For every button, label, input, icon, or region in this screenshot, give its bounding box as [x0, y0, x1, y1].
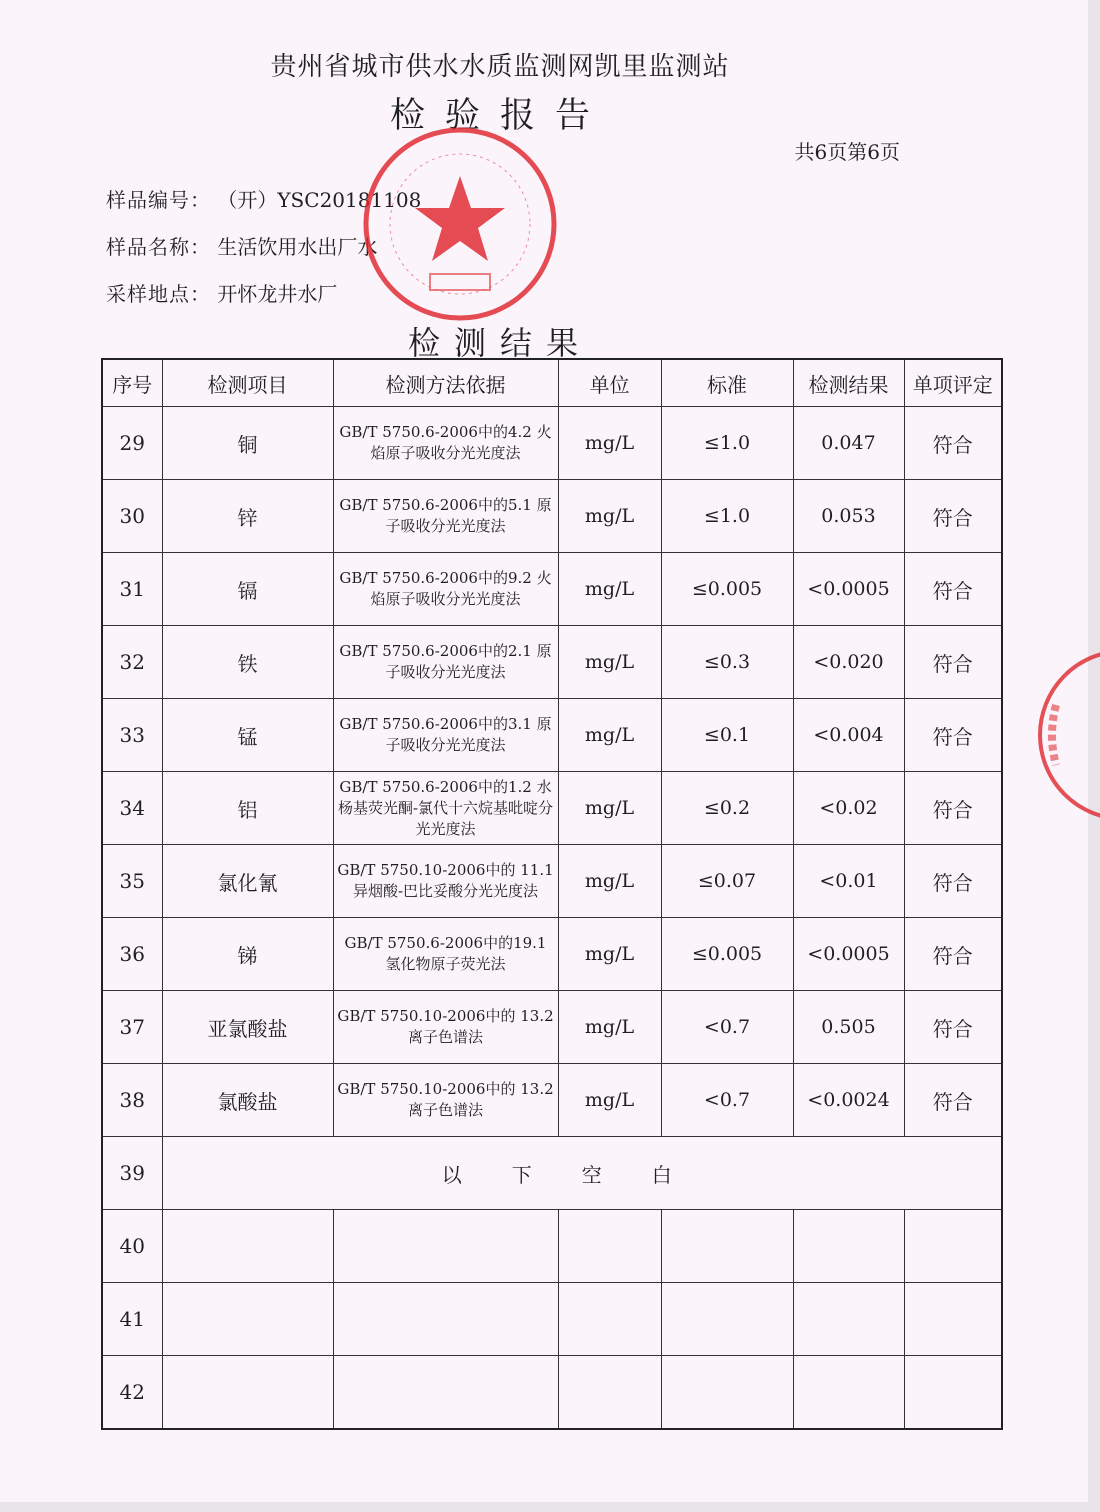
cell-method: GB/T 5750.10-2006中的 11.1 异烟酸-巴比妥酸分光光度法: [333, 845, 558, 918]
table-row-empty: [102, 1283, 1002, 1356]
sample-name: [106, 231, 377, 260]
cell-empty: [558, 1356, 661, 1430]
cell-result: <0.0005: [793, 918, 904, 991]
cell-no: 33: [102, 699, 162, 772]
header-unit: 单位: [558, 359, 661, 407]
cell-result: <0.020: [793, 626, 904, 699]
cell-method: GB/T 5750.6-2006中的9.2 火焰原子吸收分光光度法: [333, 553, 558, 626]
cell-method: GB/T 5750.6-2006中的1.2 水杨基荧光酮-氯代十六烷基吡啶分光光度法: [333, 772, 558, 845]
sample-name-value: 生活饮用水出厂水: [217, 235, 378, 259]
cell-empty: [661, 1283, 793, 1356]
cell-empty: [333, 1283, 558, 1356]
cell-verdict: 符合: [904, 699, 1002, 772]
table-row: [102, 1064, 1002, 1137]
cell-empty: [558, 1210, 661, 1283]
cell-unit: mg/L: [558, 626, 661, 699]
cell-empty: [904, 1283, 1002, 1356]
page-edge-bottom: [0, 1502, 1100, 1512]
sample-number-value: （开）YSC20181108: [217, 188, 422, 212]
cell-no: 41: [102, 1283, 162, 1356]
table-row-empty: [102, 1356, 1002, 1430]
cell-empty: [793, 1210, 904, 1283]
cell-verdict: 符合: [904, 772, 1002, 845]
cell-method: GB/T 5750.6-2006中的2.1 原子吸收分光光度法: [333, 626, 558, 699]
cell-empty: [661, 1210, 793, 1283]
cell-method: GB/T 5750.6-2006中的5.1 原子吸收分光光度法: [333, 480, 558, 553]
cell-result: <0.01: [793, 845, 904, 918]
table-row: [102, 845, 1002, 918]
cell-no: 38: [102, 1064, 162, 1137]
cell-verdict: 符合: [904, 918, 1002, 991]
cell-standard: <0.7: [661, 1064, 793, 1137]
cell-unit: mg/L: [558, 772, 661, 845]
page-indicator: 共6页第6页: [794, 140, 900, 164]
cell-unit: mg/L: [558, 1064, 661, 1137]
cell-method: GB/T 5750.10-2006中的 13.2 离子色谱法: [333, 1064, 558, 1137]
cell-method: GB/T 5750.6-2006中的4.2 火焰原子吸收分光光度法: [333, 407, 558, 480]
section-title: 检测结果: [407, 324, 592, 362]
table-row: [102, 407, 1002, 480]
cell-verdict: 符合: [904, 626, 1002, 699]
document-title: 检验报告: [389, 96, 610, 136]
cell-standard: ≤0.005: [661, 918, 793, 991]
cell-item: 氯酸盐: [162, 1064, 333, 1137]
cell-item: 锌: [162, 480, 333, 553]
header-method: 检测方法依据: [333, 359, 558, 407]
cell-standard: ≤0.07: [661, 845, 793, 918]
cell-no: 42: [102, 1356, 162, 1430]
header-verdict: 单项评定: [904, 359, 1002, 407]
cell-no: 40: [102, 1210, 162, 1283]
table-row-empty: [102, 1210, 1002, 1283]
cell-standard: ≤0.3: [661, 626, 793, 699]
cell-verdict: 符合: [904, 1064, 1002, 1137]
header-standard: 标准: [661, 359, 793, 407]
organization-name: 贵州省城市供水水质监测网凯里监测站: [270, 52, 730, 82]
blank-notice: 以下空白: [162, 1137, 1002, 1210]
cell-item: 氯化氰: [162, 845, 333, 918]
cell-empty: [162, 1356, 333, 1430]
cell-no: 31: [102, 553, 162, 626]
header-no: 序号: [102, 359, 162, 407]
cell-empty: [162, 1283, 333, 1356]
cell-result: <0.004: [793, 699, 904, 772]
cell-verdict: 符合: [904, 845, 1002, 918]
cell-standard: ≤0.1: [661, 699, 793, 772]
cell-empty: [558, 1283, 661, 1356]
cell-standard: ≤0.2: [661, 772, 793, 845]
cell-verdict: 符合: [904, 553, 1002, 626]
cell-item: 铝: [162, 772, 333, 845]
cell-item: 镉: [162, 553, 333, 626]
header-item: 检测项目: [162, 359, 333, 407]
table-row: [102, 918, 1002, 991]
cell-unit: mg/L: [558, 991, 661, 1064]
cell-standard: ≤1.0: [661, 407, 793, 480]
table-row: [102, 772, 1002, 845]
cell-item: 锑: [162, 918, 333, 991]
table-row: [102, 480, 1002, 553]
cell-result: <0.02: [793, 772, 904, 845]
cell-item: 亚氯酸盐: [162, 991, 333, 1064]
cell-empty: [904, 1356, 1002, 1430]
sample-location-label: 采样地点：: [106, 282, 211, 306]
cell-empty: [333, 1210, 558, 1283]
cell-item: 锰: [162, 699, 333, 772]
cell-empty: [793, 1283, 904, 1356]
table-body: [102, 407, 1002, 1430]
cell-empty: [793, 1356, 904, 1430]
cell-unit: mg/L: [558, 699, 661, 772]
official-seal-icon: [360, 124, 560, 324]
cell-no: 36: [102, 918, 162, 991]
cell-method: GB/T 5750.6-2006中的3.1 原子吸收分光光度法: [333, 699, 558, 772]
cell-result: <0.0024: [793, 1064, 904, 1137]
table-row: [102, 991, 1002, 1064]
cell-empty: [661, 1356, 793, 1430]
cell-result: 0.053: [793, 480, 904, 553]
cell-method: GB/T 5750.6-2006中的19.1 氢化物原子荧光法: [333, 918, 558, 991]
table-row-blank-notice: [102, 1137, 1002, 1210]
cell-result: 0.047: [793, 407, 904, 480]
cell-empty: [904, 1210, 1002, 1283]
table-header-row: [102, 359, 1002, 407]
results-table: [101, 358, 1003, 1430]
cell-no: 39: [102, 1137, 162, 1210]
cell-no: 29: [102, 407, 162, 480]
cell-method: GB/T 5750.10-2006中的 13.2 离子色谱法: [333, 991, 558, 1064]
header-result: 检测结果: [793, 359, 904, 407]
sample-location: [106, 278, 337, 307]
cell-no: 34: [102, 772, 162, 845]
cell-item: 铁: [162, 626, 333, 699]
sample-number-label: 样品编号：: [106, 188, 211, 212]
cell-unit: mg/L: [558, 918, 661, 991]
sample-name-label: 样品名称：: [106, 235, 211, 259]
cell-verdict: 符合: [904, 991, 1002, 1064]
cell-result: 0.505: [793, 991, 904, 1064]
cell-verdict: 符合: [904, 480, 1002, 553]
cell-empty: [333, 1356, 558, 1430]
cell-no: 30: [102, 480, 162, 553]
cell-unit: mg/L: [558, 480, 661, 553]
cell-standard: <0.7: [661, 991, 793, 1064]
cell-no: 32: [102, 626, 162, 699]
sample-location-value: 开怀龙井水厂: [217, 282, 338, 306]
cell-item: 铜: [162, 407, 333, 480]
partial-seal-icon: [1034, 645, 1100, 825]
cell-standard: ≤0.005: [661, 553, 793, 626]
cell-unit: mg/L: [558, 407, 661, 480]
cell-empty: [162, 1210, 333, 1283]
table-row: [102, 626, 1002, 699]
cell-no: 35: [102, 845, 162, 918]
table-row: [102, 699, 1002, 772]
cell-standard: ≤1.0: [661, 480, 793, 553]
table-row: [102, 553, 1002, 626]
cell-unit: mg/L: [558, 845, 661, 918]
cell-result: <0.0005: [793, 553, 904, 626]
cell-no: 37: [102, 991, 162, 1064]
cell-verdict: 符合: [904, 407, 1002, 480]
cell-unit: mg/L: [558, 553, 661, 626]
